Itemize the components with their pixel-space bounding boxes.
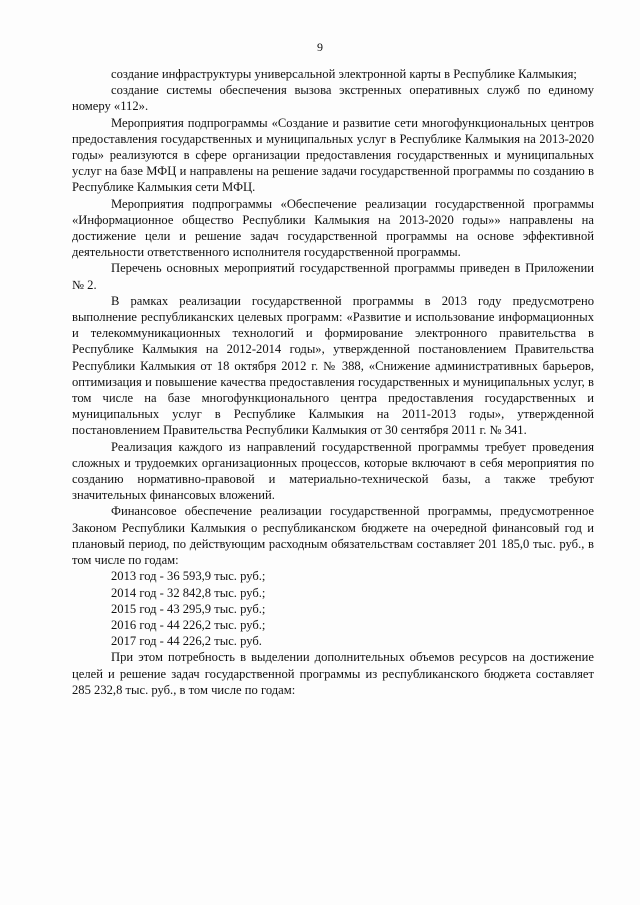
paragraph-complexity: Реализация каждого из направлений государственной программы требует проведения сложных и трудоемких организационных процессов, которые включают в себя мероприятия по созданию нормативно-правовой и материально-технической базы, а также требуют значительных финансовых вложений.: [72, 439, 594, 503]
paragraph-implementation-subprogram: Мероприятия подпрограммы «Обеспечение реализации государственной программы «Информационное общество Республики Калмыкия на 2013-2020 годы»» направлены на достижение цели и решение задач государственной программы на основе эффективной деятельности ответственного исполнителя государственной программы.: [72, 196, 594, 260]
page-number: 9: [317, 40, 323, 54]
paragraph-emergency-112: создание системы обеспечения вызова экстренных оперативных служб по единому номеру «112».: [72, 83, 594, 114]
paragraph-mfc-subprogram: Мероприятия подпрограммы «Создание и развитие сети многофункциональных центров предоставления государственных и муниципальных услуг в Республике Калмыкия на 2013-2020 годы» реализуются в сфере организации предоставления государственных и муниципальных услуг на базе МФЦ и направлены на решение задачи государственной программы по созданию в Республике Калмыкия сети МФЦ.: [72, 115, 594, 195]
funding-year-list: [72, 568, 594, 649]
paragraph-additional-resources: При этом потребность в выделении дополнительных объемов ресурсов на достижение целей и решение задач государственной программы из республиканского бюджета составляет 285 232,8 тыс. руб., в том числе по годам:: [72, 650, 594, 697]
funding-year-item: 2017 год - 44 226,2 тыс. руб.: [111, 634, 262, 649]
paragraph-financing: Финансовое обеспечение реализации государственной программы, предусмотренное Законом Республики Калмыкия о республиканском бюджете на очередной финансовый год и плановый период, по действующим расходным обязательствам составляет 201 185,0 тыс. руб., в том числе по годам:: [72, 504, 594, 568]
paragraph-appendix-reference: Перечень основных мероприятий государственной программы приведен в Приложении № 2.: [72, 261, 594, 292]
document-body: [72, 66, 594, 698]
paragraph-target-programs: В рамках реализации государственной программы в 2013 году предусмотрено выполнение республиканских целевых программ: «Развитие и использование информационных и телекоммуникационных технологий и формирование электронного правительства в Республике Калмыкия на 2012-2014 годы», утвержденной постановлением Правительства Республики Калмыкия от 18 октября 2012 г. № 388, «Снижение административных барьеров, оптимизация и повышение качества предоставления государственных и муниципальных услуг, в том числе на базе многофункционального центра предоставления государственных и муниципальных услуг в Республике Калмыкия на 2011-2013 годы», утвержденной постановлением Правительства Республики Калмыкия от 30 сентября 2011 г. № 341.: [72, 293, 594, 438]
funding-year-item: 2013 год - 36 593,9 тыс. руб.;: [111, 569, 266, 584]
funding-year-item: 2015 год - 43 295,9 тыс. руб.;: [111, 601, 266, 616]
funding-year-item: 2016 год - 44 226,2 тыс. руб.;: [111, 617, 266, 632]
paragraph-electronic-card: создание инфраструктуры универсальной электронной карты в Республике Калмыкия;: [111, 67, 577, 81]
funding-year-item: 2014 год - 32 842,8 тыс. руб.;: [111, 585, 266, 600]
